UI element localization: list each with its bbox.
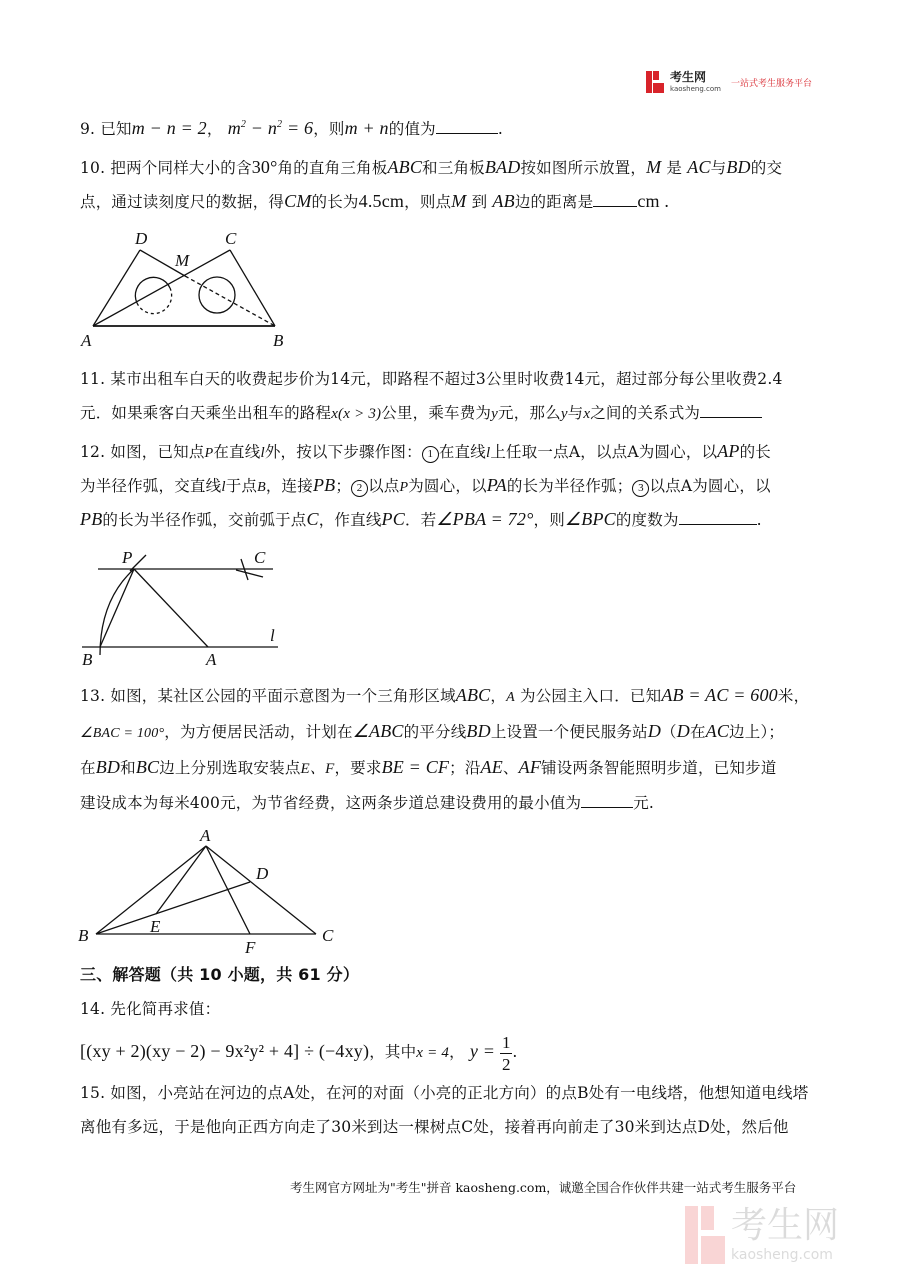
q13-angle: ∠BAC = 100° [80,726,165,741]
q12-text: ．若 [404,511,437,529]
q9-expr2: $m^2 - n^2 = 6$ [227,118,314,138]
q9-end: . [497,120,504,138]
q11-x: x(x > 3) [331,406,382,422]
q10-text: 和三角板 [422,159,485,177]
q10-m: M [646,157,662,177]
segment-ac [206,846,316,934]
q12-pc: PC [381,509,405,529]
question-15-line1 [80,1082,808,1104]
step-2-marker: 2 [351,480,368,497]
q10-text: 与 [710,159,727,177]
q12-angle: ∠PBA = 72° [436,509,534,529]
q10-bad: BAD [484,157,521,177]
q12-p: P [399,480,409,495]
q11-text: 与 [567,404,584,422]
q10-ab: AB [492,191,515,211]
answer-blank[interactable] [436,119,498,134]
footer-text: 考生网官方网址为"考生"拼音 kaosheng.com，诚邀全国合作伙伴共建一站式考生服务平台 [290,1180,797,1195]
watermark-logo-icon [685,1206,725,1264]
q13-text: 元. [633,794,655,812]
q12-pb: PB [312,475,336,495]
q10-text: 的交 [750,159,783,177]
logo-cn: 考生网 [670,70,707,84]
q12-text: 以点A为圆心，以 [649,477,771,495]
q12-text: 的长为半径作弧； [506,477,633,495]
label-c: C [225,229,237,248]
label-b: B [78,926,89,945]
q12-l: l [485,445,491,461]
question-13-line3 [80,756,777,780]
q12-b: B [257,480,266,495]
q13-text: 在 [689,723,706,741]
q13-text: 为公园主入口．已知 [520,687,662,705]
q9-expr1: m − n = 2 [131,118,207,138]
section-3-title: 三、解答题（共 10 小题，共 61 分） [80,965,360,984]
q10-text: 按如图所示放置， [520,159,647,177]
label-l: l [270,626,275,645]
q14-text: 14. 先化简再求值： [80,1000,221,1018]
q13-text: 13. 如图，某社区公园的平面示意图为一个三角形区域 [80,687,456,705]
q12-text: 为圆心，以 [408,477,487,495]
q12-text: 在直线 [438,443,486,461]
q10-text: 把两个同样大小的含 [110,159,252,177]
q10-bd: BD [726,157,751,177]
q12-end: . [756,511,762,529]
q13-af: AF [518,757,542,777]
q15-text: 15. 如图，小亮站在河边的点A处，在河的对面（小亮的正北方向）的点B处有一电线塔，他想知道电线塔 [80,1084,809,1102]
q14-text: ，其中 [369,1043,417,1061]
q10-num: 10. [80,159,106,177]
question-9 [80,114,503,140]
q13-ac: AC [705,721,730,741]
question-10-line2 [80,190,669,213]
q9-sep: ， [206,120,223,138]
q12-figure [78,545,288,673]
q13-text: ， [490,687,507,705]
watermark-cn: 考生网 [731,1205,840,1246]
q12-text: 上任取一点A，以点A为圆心，以 [490,443,718,461]
question-12-line2 [80,474,771,499]
segment-ad [93,250,140,326]
q12-text: ，作直线 [318,511,382,529]
logo-text [670,70,721,94]
step-1-marker: 1 [422,446,439,463]
label-d: D [256,864,269,883]
q13-text: 建设成本为每米400元，为节省经费，这两条步道总建设费用的最小值为 [80,794,582,812]
segment-af [206,846,250,934]
arc-c-mark2 [236,570,263,577]
q13-bd: BD [95,757,121,777]
segment-pa [134,569,208,647]
answer-blank[interactable] [679,510,757,525]
question-12-line1 [80,440,771,465]
q10-abc: ABC [387,157,423,177]
q10-text: 的长为 [311,193,359,211]
question-12-line3 [80,508,762,531]
q12-text: ； [335,477,352,495]
label-a: A [81,331,92,350]
answer-blank[interactable] [581,793,633,808]
label-a: A [206,650,217,669]
q13-ae: AE [480,757,503,777]
label-p: P [122,548,133,567]
q13-text: 边上分别选取安装点 [159,759,301,777]
q13-angle-abc: ∠ABC [352,721,404,741]
question-10-line1 [80,156,782,179]
q13-text: 米， [777,687,810,705]
watermark-en: kaosheng.com [731,1247,833,1263]
label-c: C [254,548,266,567]
q10-text: 角的直角三角板 [277,159,388,177]
q14-y: y = [469,1041,496,1061]
answer-blank[interactable] [593,192,637,207]
q14-text: ， [449,1043,465,1061]
q10-deg: 30° [251,157,278,177]
q13-d: D [647,721,662,741]
q13-text: ，为方便居民活动，计划在 [164,723,353,741]
q13-eq: AB = AC = 600 [661,685,778,705]
header-slogan: 一站式考生服务平台 [730,78,812,89]
q12-l: l [260,445,265,461]
q11-text: 11. 某市出租车白天的收费起步价为14元，即路程不超过3公里时收费14元，超过部分每公里收费2.4 [80,370,783,388]
q13-text: ，要求 [334,759,382,777]
q10-figure [75,228,295,350]
label-m: M [175,251,190,270]
q13-text: 、 [502,759,519,777]
q12-angle2: ∠BPC [564,509,616,529]
q11-text: 元．如果乘客白天乘坐出租车的路程 [80,404,332,422]
q10-text: ，则点 [404,193,452,211]
q13-bc: BC [135,757,160,777]
q13-text: 边上）； [729,723,785,741]
question-15-line2 [80,1116,789,1138]
q10-cm: CM [284,191,312,211]
q12-text: 以点 [368,477,400,495]
q13-text: 铺设两条智能照明步道，已知步道 [541,759,777,777]
q12-text: 为半径作弧，交直线 [80,477,222,495]
watermark [685,1206,839,1264]
q12-ap: AP [717,441,740,461]
label-b: B [82,650,93,669]
segment-cb [230,250,275,326]
question-14-expr [80,1030,517,1074]
q12-l: l [221,479,226,495]
segment-pb [100,569,134,647]
q14-fraction: $\frac{1}{2}$ [501,1032,511,1074]
q9-num: 9. [80,120,96,138]
q13-text: 在 [80,759,96,777]
logo-en: kaosheng.com [670,85,721,93]
question-11-line2 [80,402,762,425]
q10-value: 4.5cm [358,191,405,211]
kaosheng-logo-icon [646,71,664,93]
q13-a: A [506,690,515,705]
q13-d: D [676,721,690,741]
q11-y: y [491,406,498,422]
segment-ac [93,250,230,326]
q14-x: x = 4 [416,1045,450,1061]
q10-ac: AC [687,157,711,177]
question-13-line2 [80,720,784,745]
q9-text3: 的值为 [388,120,436,138]
q12-text: 在直线 [213,443,261,461]
q13-text: 和 [120,759,136,777]
label-a: A [200,826,211,845]
q14-end: . [512,1043,518,1061]
q10-text: 边的距离是 [514,193,594,211]
q13-text: 的平分线 [403,723,467,741]
q12-text: 的长为半径作弧，交前弧于点 [102,511,307,529]
q9-text: 已知 [100,120,132,138]
question-14-line1 [80,998,220,1020]
q13-text: （ [661,723,677,741]
q12-p: P [204,446,214,461]
q15-text: 离他有多远，于是他向正西方向走了30米到达一棵树点C处，接着再向前走了30米到达点D处，然后他 [80,1118,789,1136]
circle-right [199,277,235,313]
q9-expr3: m + n [344,118,389,138]
label-d: D [135,229,148,248]
q10-text: 到 [471,193,488,211]
question-13-line1 [80,684,809,709]
label-e: E [150,917,161,936]
q11-text: 元，那么 [498,404,561,422]
q12-pa: PA [486,475,507,495]
question-13-line4 [80,792,654,814]
q12-text: ，则 [533,511,565,529]
q10-text: 点，通过读刻度尺的数据，得 [80,193,285,211]
q14-expression: [(xy + 2)(xy − 2) − 9x²y² + 4] ÷ (−4xy) [80,1041,370,1061]
site-header [646,70,812,94]
q10-text: 是 [666,159,683,177]
q13-eq: BE = CF [381,757,450,777]
q12-text: 12. 如图，已知点 [80,443,205,461]
q12-c: C [306,509,319,529]
q12-text: ，连接 [265,477,313,495]
label-b: B [273,331,284,350]
q13-text: 上设置一个便民服务站 [490,723,648,741]
q13-text: ；沿 [449,759,481,777]
q11-y2: y [560,406,568,422]
label-f: F [245,938,256,957]
q13-bd: BD [466,721,491,741]
q12-pb: PB [80,509,103,529]
q11-text: 公里，乘车费为 [381,404,492,422]
label-c: C [322,926,334,945]
q12-text: 于点 [225,477,258,495]
question-11-line1 [80,368,783,390]
q10-unit: cm . [637,191,670,211]
q13-abc: ABC [455,685,491,705]
q12-text: 外，按以下步骤作图： [264,443,422,461]
q10-m: M [451,191,467,211]
step-3-marker: 3 [632,480,649,497]
q12-text: 的度数为 [615,511,679,529]
answer-blank[interactable] [700,403,762,418]
q13-ef: E、F [300,761,335,777]
q13-figure [78,826,348,960]
q12-text: 的长 [739,443,772,461]
q9-text2: ，则 [313,120,345,138]
q11-x2: x [583,406,591,422]
q11-text: 之间的关系式为 [590,404,701,422]
